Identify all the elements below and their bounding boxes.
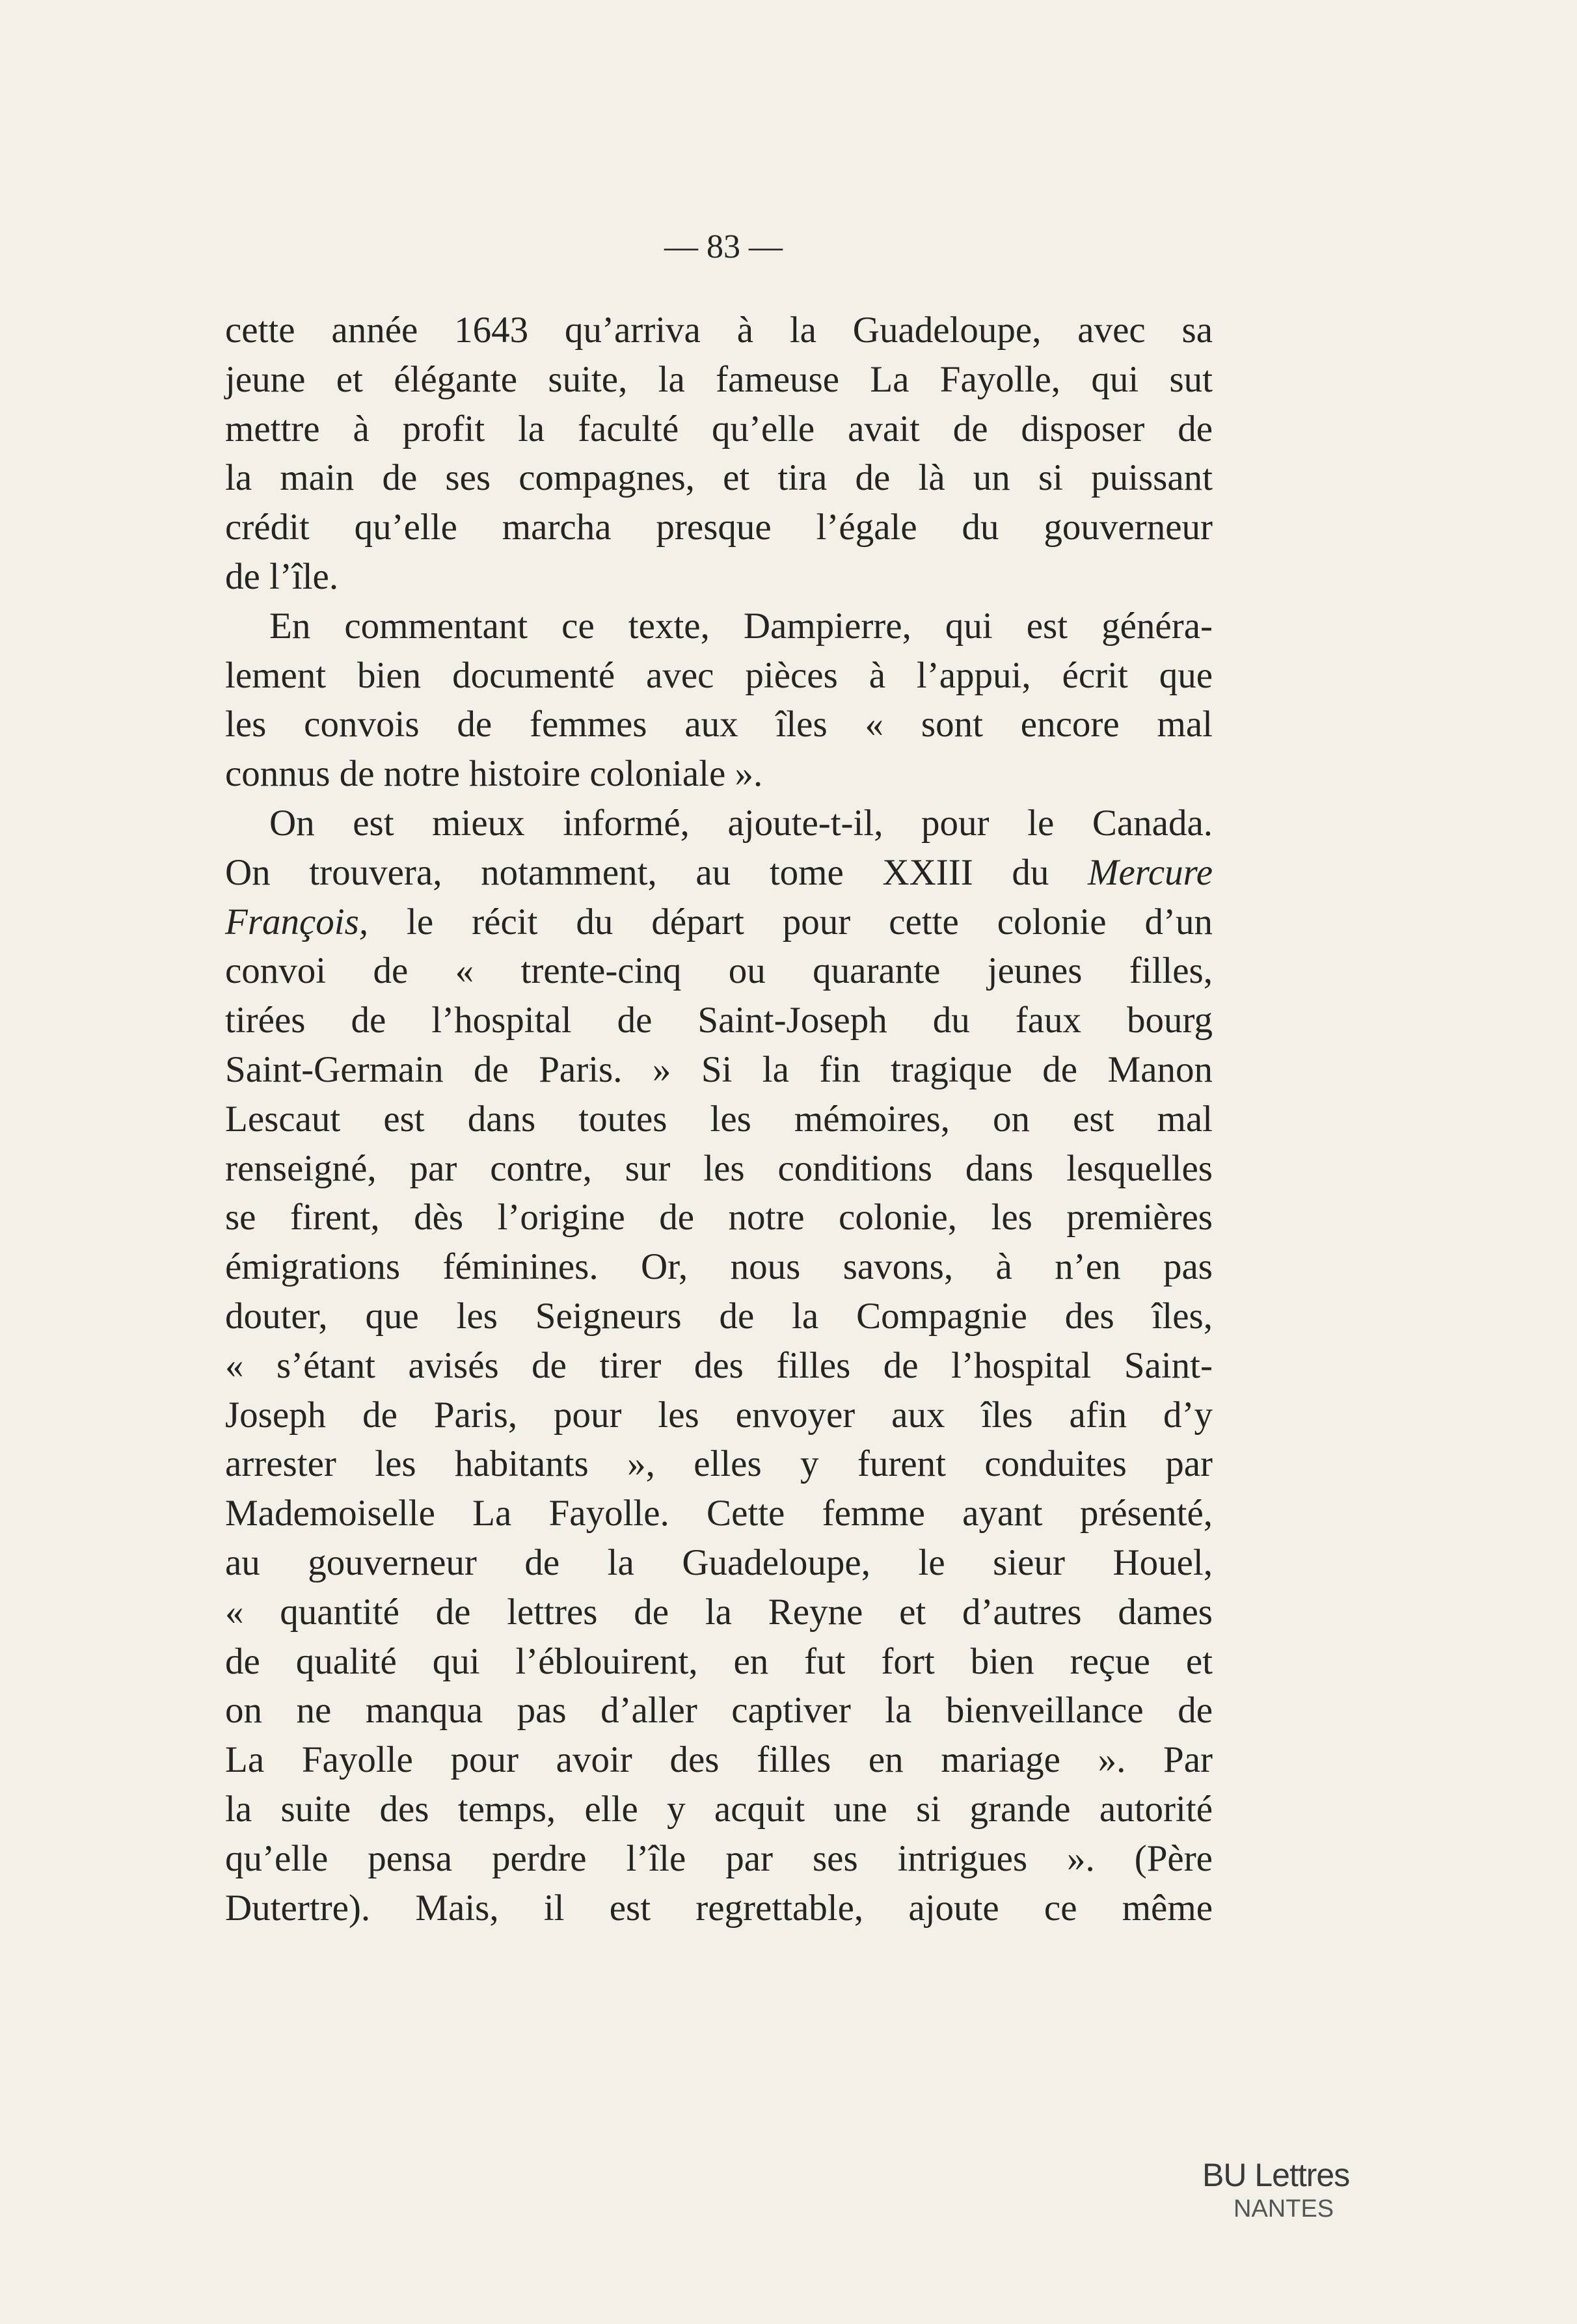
text-line xyxy=(225,1834,1213,1884)
text-line xyxy=(225,1538,1213,1588)
text-segment: Mademoiselle La Fayolle. Cette femme ayant présenté, xyxy=(225,1493,1213,1534)
text-segment: « s’étant avisés de tirer des filles de l’hospital Saint- xyxy=(225,1344,1213,1386)
text-line xyxy=(225,405,1213,454)
text-segment: Joseph de Paris, pour les envoyer aux îles afin d’y xyxy=(225,1394,1213,1436)
text-line xyxy=(225,1588,1213,1637)
text-segment: jeune et élégante suite, la fameuse La Fayolle, qui sut xyxy=(225,358,1213,400)
stamp-line-2: NANTES xyxy=(1233,2195,1334,2223)
text-line xyxy=(225,1391,1213,1440)
text-line xyxy=(225,946,1213,996)
text-line xyxy=(225,1095,1213,1144)
page-number: — 83 — xyxy=(664,228,783,265)
text-segment: connus de notre histoire coloniale ». xyxy=(225,753,763,795)
text-line xyxy=(225,1686,1213,1735)
text-line xyxy=(225,1144,1213,1194)
text-segment: « quantité de lettres de la Reyne et d’autres dames xyxy=(225,1591,1213,1633)
text-segment: la suite des temps, elle y acquit une si grande autorité xyxy=(225,1788,1213,1830)
text-line xyxy=(225,1785,1213,1834)
text-line xyxy=(225,1637,1213,1687)
library-stamp xyxy=(1202,2156,1349,2223)
text-segment: Lescaut est dans toutes les mémoires, on est mal xyxy=(225,1098,1213,1140)
text-line xyxy=(225,1439,1213,1489)
text-segment: tirées de l’hospital de Saint-Joseph du faux bourg xyxy=(225,1000,1213,1041)
text-segment: En commentant ce texte, Dampierre, qui est généra- xyxy=(269,605,1213,647)
text-line xyxy=(225,799,1213,848)
text-segment: on ne manqua pas d’aller captiver la bienveillance de xyxy=(225,1690,1213,1731)
text-line xyxy=(225,306,1213,355)
text-line xyxy=(225,996,1213,1045)
text-segment: se firent, dès l’origine de notre colonie, les premières xyxy=(225,1197,1213,1238)
text-line xyxy=(225,1341,1213,1391)
text-line xyxy=(225,1489,1213,1538)
text-line xyxy=(225,700,1213,749)
text-segment: renseigné, par contre, sur les conditions dans lesquelles xyxy=(225,1147,1213,1189)
text-line xyxy=(225,1884,1213,1933)
text-segment: La Fayolle pour avoir des filles en mariage ». Par xyxy=(225,1739,1213,1781)
text-line xyxy=(225,749,1213,799)
text-line xyxy=(225,848,1213,898)
text-line xyxy=(225,1242,1213,1292)
text-line xyxy=(225,453,1213,503)
stamp-line-1: BU Lettres xyxy=(1202,2157,1350,2193)
text-segment: crédit qu’elle marcha presque l’égale du gouverneur xyxy=(225,507,1213,548)
text-segment: mettre à profit la faculté qu’elle avait de disposer de xyxy=(225,408,1213,449)
text-segment: douter, que les Seigneurs de la Compagnie des îles, xyxy=(225,1295,1213,1337)
italic-text: Mercure xyxy=(1087,851,1213,893)
text-line xyxy=(225,503,1213,552)
text-segment: les convois de femmes aux îles « sont encore mal xyxy=(225,704,1213,745)
text-segment: la main de ses compagnes, et tira de là un si puissant xyxy=(225,457,1213,499)
text-line xyxy=(225,552,1213,602)
text-segment: cette année 1643 qu’arriva à la Guadeloupe, avec sa xyxy=(225,310,1213,351)
text-segment: convoi de « trente-cinq ou quarante jeunes filles, xyxy=(225,950,1213,992)
text-segment: Dutertre). Mais, il est regrettable, ajoute ce même xyxy=(225,1887,1213,1929)
text-segment: On trouvera, notamment, au tome XXIII du xyxy=(225,851,1088,893)
text-line xyxy=(225,898,1213,947)
text-segment: le récit du départ pour cette colonie d’un xyxy=(368,901,1213,942)
body-text xyxy=(225,306,1213,1932)
text-segment: de qualité qui l’éblouirent, en fut fort bien reçue et xyxy=(225,1640,1213,1682)
text-line xyxy=(225,1193,1213,1242)
text-segment: Saint-Germain de Paris. » Si la fin tragique de Manon xyxy=(225,1048,1213,1090)
italic-text: François, xyxy=(225,901,369,942)
text-segment: de l’île. xyxy=(225,555,339,597)
text-segment: qu’elle pensa perdre l’île par ses intrigues ». (Père xyxy=(225,1837,1213,1879)
text-segment: émigrations féminines. Or, nous savons, à n’en pas xyxy=(225,1246,1213,1288)
text-segment: On est mieux informé, ajoute-t-il, pour le Canada. xyxy=(269,802,1213,844)
text-line xyxy=(225,1735,1213,1785)
text-line xyxy=(225,1292,1213,1341)
text-line xyxy=(225,651,1213,701)
text-line xyxy=(225,355,1213,405)
text-segment: lement bien documenté avec pièces à l’appui, écrit que xyxy=(225,654,1213,696)
text-segment: au gouverneur de la Guadeloupe, le sieur Houel, xyxy=(225,1542,1213,1583)
text-line xyxy=(225,1045,1213,1095)
text-segment: arrester les habitants », elles y furent conduites par xyxy=(225,1443,1213,1485)
text-line xyxy=(225,602,1213,651)
